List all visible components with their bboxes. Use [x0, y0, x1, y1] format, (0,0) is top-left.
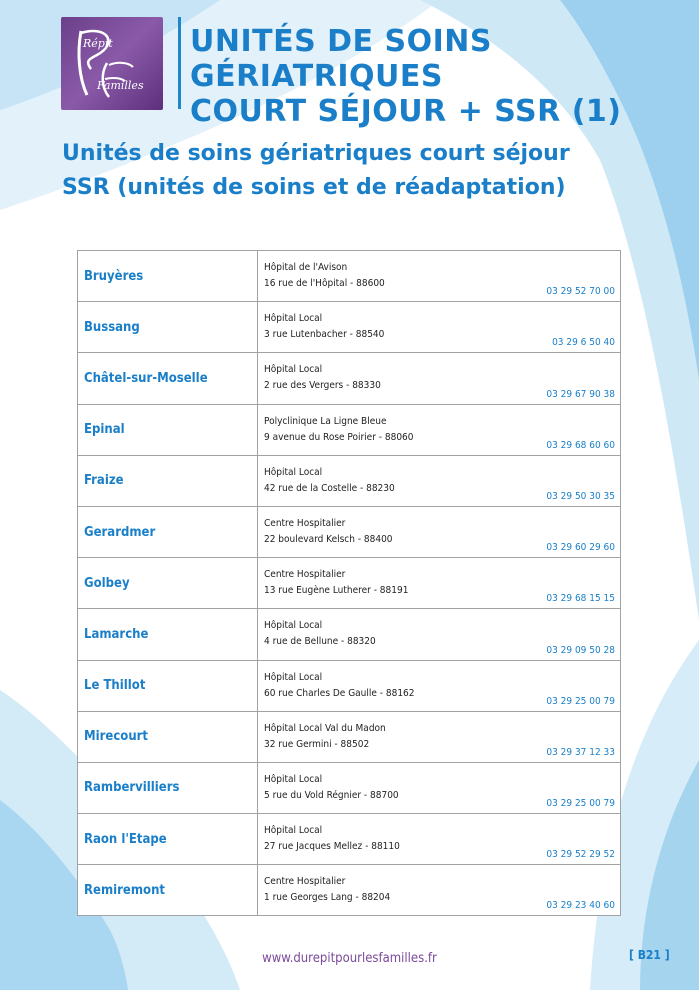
city-cell: Rambervilliers — [78, 762, 258, 813]
table-row — [78, 865, 621, 916]
table-row — [78, 711, 621, 762]
section-heading — [62, 137, 570, 205]
facility-address: 22 boulevard Kelsch - 88400 — [264, 534, 393, 546]
facility-phone[interactable]: 03 29 37 12 33 — [546, 746, 615, 758]
facility-phone[interactable]: 03 29 25 00 79 — [546, 798, 615, 810]
city-cell: Bruyères — [78, 251, 258, 302]
facility-address: 5 rue du Vold Régnier - 88700 — [264, 789, 399, 801]
logo-text-familles: Familles — [97, 79, 144, 92]
facility-phone[interactable]: 03 29 09 50 28 — [546, 644, 615, 656]
title-line-1: UNITÉS DE SOINS GÉRIATRIQUES — [190, 24, 492, 94]
facility-table — [77, 250, 621, 916]
facility-name: Centre Hospitalier — [264, 518, 346, 530]
facility-cell — [258, 302, 621, 353]
facility-phone[interactable]: 03 29 52 70 00 — [546, 286, 615, 298]
table-row — [78, 762, 621, 813]
city-cell: Gerardmer — [78, 506, 258, 557]
facility-phone[interactable]: 03 29 52 29 52 — [546, 849, 615, 861]
facility-phone[interactable]: 03 29 60 29 60 — [546, 542, 615, 554]
table-row — [78, 251, 621, 302]
facility-name: Hôpital Local — [264, 466, 323, 478]
facility-name: Centre Hospitalier — [264, 876, 346, 888]
facility-address: 27 rue Jacques Mellez - 88110 — [264, 841, 400, 853]
facility-cell — [258, 865, 621, 916]
table-row — [78, 506, 621, 557]
title-divider — [178, 17, 181, 109]
facility-cell — [258, 814, 621, 865]
facility-phone[interactable]: 03 29 6 50 40 — [552, 337, 615, 349]
city-cell: Fraize — [78, 455, 258, 506]
facility-cell — [258, 558, 621, 609]
facility-address: 4 rue de Bellune - 88320 — [264, 636, 376, 648]
facility-address: 60 rue Charles De Gaulle - 88162 — [264, 687, 415, 699]
facility-cell — [258, 609, 621, 660]
facility-name: Hôpital Local — [264, 313, 323, 325]
facility-name: Hôpital Local — [264, 620, 323, 632]
logo-text-repit: Répit — [83, 37, 113, 50]
website-link[interactable]: www.durepitpourlesfamilles.fr — [262, 951, 437, 966]
page-number: [ B21 ] — [629, 948, 670, 962]
city-cell: Epinal — [78, 404, 258, 455]
city-cell: Remiremont — [78, 865, 258, 916]
facility-address: 2 rue des Vergers - 88330 — [264, 380, 381, 392]
facility-name: Hôpital Local — [264, 364, 323, 376]
table-row — [78, 660, 621, 711]
table-row — [78, 302, 621, 353]
facility-address: 13 rue Eugène Lutherer - 88191 — [264, 585, 409, 597]
table-row — [78, 814, 621, 865]
logo — [61, 17, 163, 110]
table-row — [78, 404, 621, 455]
facility-name: Hôpital Local — [264, 825, 323, 837]
facility-phone[interactable]: 03 29 23 40 60 — [546, 900, 615, 912]
facility-phone[interactable]: 03 29 68 15 15 — [546, 593, 615, 605]
table-row — [78, 353, 621, 404]
facility-name: Hôpital Local — [264, 773, 323, 785]
facility-phone[interactable]: 03 29 50 30 35 — [546, 490, 615, 502]
facility-address: 9 avenue du Rose Poirier - 88060 — [264, 431, 414, 443]
facility-cell — [258, 251, 621, 302]
table-row — [78, 558, 621, 609]
facility-cell — [258, 455, 621, 506]
facility-address: 42 rue de la Costelle - 88230 — [264, 482, 395, 494]
table-row — [78, 609, 621, 660]
city-cell: Le Thillot — [78, 660, 258, 711]
city-cell: Mirecourt — [78, 711, 258, 762]
facility-name: Hôpital Local Val du Madon — [264, 722, 386, 734]
facility-cell — [258, 506, 621, 557]
facility-phone[interactable]: 03 29 67 90 38 — [546, 388, 615, 400]
table-row — [78, 455, 621, 506]
title-line-2: COURT SÉJOUR + SSR (1) — [190, 94, 622, 129]
city-cell: Lamarche — [78, 609, 258, 660]
city-cell: Châtel-sur-Moselle — [78, 353, 258, 404]
facility-cell — [258, 711, 621, 762]
facility-address: 16 rue de l'Hôpital - 88600 — [264, 278, 385, 290]
facility-address: 32 rue Germini - 88502 — [264, 738, 370, 750]
facility-cell — [258, 353, 621, 404]
city-cell: Golbey — [78, 558, 258, 609]
facility-cell — [258, 404, 621, 455]
facility-cell — [258, 762, 621, 813]
facility-cell — [258, 660, 621, 711]
city-cell: Raon l'Etape — [78, 814, 258, 865]
city-cell: Bussang — [78, 302, 258, 353]
facility-phone[interactable]: 03 29 68 60 60 — [546, 439, 615, 451]
page-title — [190, 24, 699, 129]
facility-name: Centre Hospitalier — [264, 569, 346, 581]
facility-phone[interactable]: 03 29 25 00 79 — [546, 695, 615, 707]
facility-address: 1 rue Georges Lang - 88204 — [264, 892, 391, 904]
section-heading-line-1: Unités de soins gériatriques court séjour — [62, 141, 570, 166]
facility-name: Hôpital Local — [264, 671, 323, 683]
facility-name: Hôpital de l'Avison — [264, 262, 348, 274]
facility-address: 3 rue Lutenbacher - 88540 — [264, 329, 385, 341]
facility-name: Polyclinique La Ligne Bleue — [264, 415, 387, 427]
section-heading-line-2: SSR (unités de soins et de réadaptation) — [62, 175, 566, 200]
